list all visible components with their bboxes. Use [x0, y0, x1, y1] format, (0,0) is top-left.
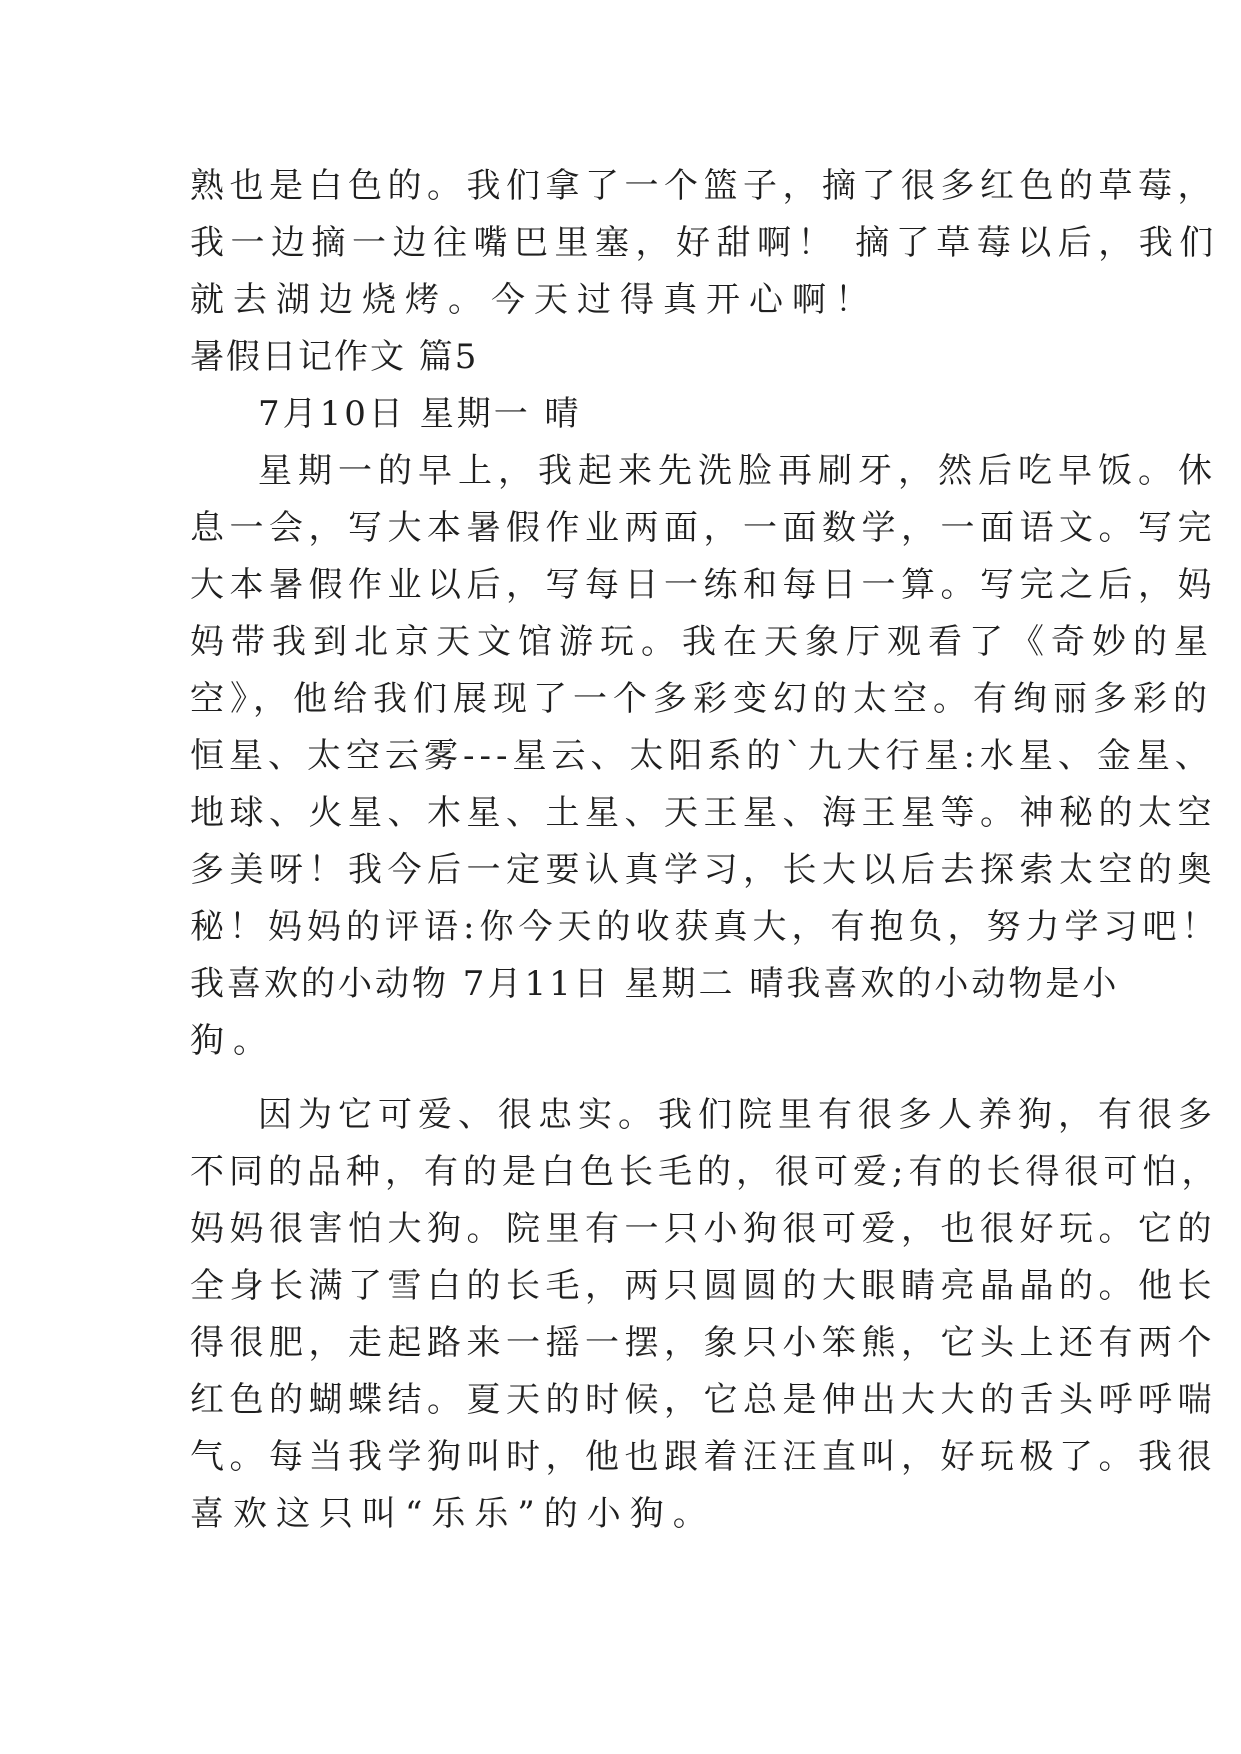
- body-text-line: 就去湖边烧烤。今天过得真开心啊！: [190, 280, 878, 320]
- body-text-line: 地球、火星、木星、土星、天王星、海王星等。神秘的太空: [190, 793, 1217, 833]
- body-text-line: 红色的蝴蝶结。夏天的时候，它总是伸出大大的舌头呼呼喘: [190, 1380, 1217, 1420]
- body-text-line: 狗。: [190, 1021, 276, 1061]
- body-text-line: 得很肥，走起路来一摇一摆，象只小笨熊，它头上还有两个: [190, 1323, 1217, 1363]
- body-text-line: 多美呀！我今后一定要认真学习，长大以后去探索太空的奥: [190, 850, 1217, 890]
- body-text-line: 全身长满了雪白的长毛，两只圆圆的大眼睛亮晶晶的。他长: [190, 1266, 1217, 1306]
- paragraph-first-line: 因为它可爱、很忠实。我们院里有很多人养狗，有很多: [258, 1095, 1218, 1135]
- body-text-line: 恒星、太空云雾---星云、太阳系的`九大行星:水星、金星、: [190, 736, 1214, 776]
- section-title: 暑假日记作文 篇5: [190, 337, 479, 377]
- body-text-line: 大本暑假作业以后，写每日一练和每日一算。写完之后，妈: [190, 565, 1217, 605]
- body-text-line: 妈妈很害怕大狗。院里有一只小狗很可爱，也很好玩。它的: [190, 1209, 1217, 1249]
- body-text-line: 我一边摘一边往嘴巴里塞，好甜啊！ 摘了草莓以后，我们: [190, 223, 1220, 263]
- body-text-line: 喜欢这只叫“乐乐”的小狗。: [190, 1494, 716, 1534]
- body-text-line: 秘！妈妈的评语:你今天的收获真大，有抱负，努力学习吧！: [190, 907, 1221, 947]
- body-text-line: 气。每当我学狗叫时，他也跟着汪汪直叫，好玩极了。我很: [190, 1437, 1217, 1477]
- body-text-line: 熟也是白色的。我们拿了一个篮子，摘了很多红色的草莓，: [190, 166, 1217, 206]
- body-text-line: 不同的品种，有的是白色长毛的，很可爱;有的长得很可怕，: [190, 1152, 1221, 1192]
- entry-date: 7月10日 星期一 晴: [258, 394, 582, 434]
- body-text-line: 我喜欢的小动物 7月11日 星期二 晴我喜欢的小动物是小: [190, 964, 1120, 1004]
- paragraph-first-line: 星期一的早上，我起来先洗脸再刷牙，然后吃早饭。休: [258, 451, 1218, 491]
- body-text-line: 妈带我到北京天文馆游玩。我在天象厅观看了《奇妙的星: [190, 622, 1215, 662]
- body-text-line: 空》，他给我们展现了一个多彩变幻的太空。有绚丽多彩的: [190, 679, 1213, 719]
- body-text-line: 息一会，写大本暑假作业两面，一面数学，一面语文。写完: [190, 508, 1217, 548]
